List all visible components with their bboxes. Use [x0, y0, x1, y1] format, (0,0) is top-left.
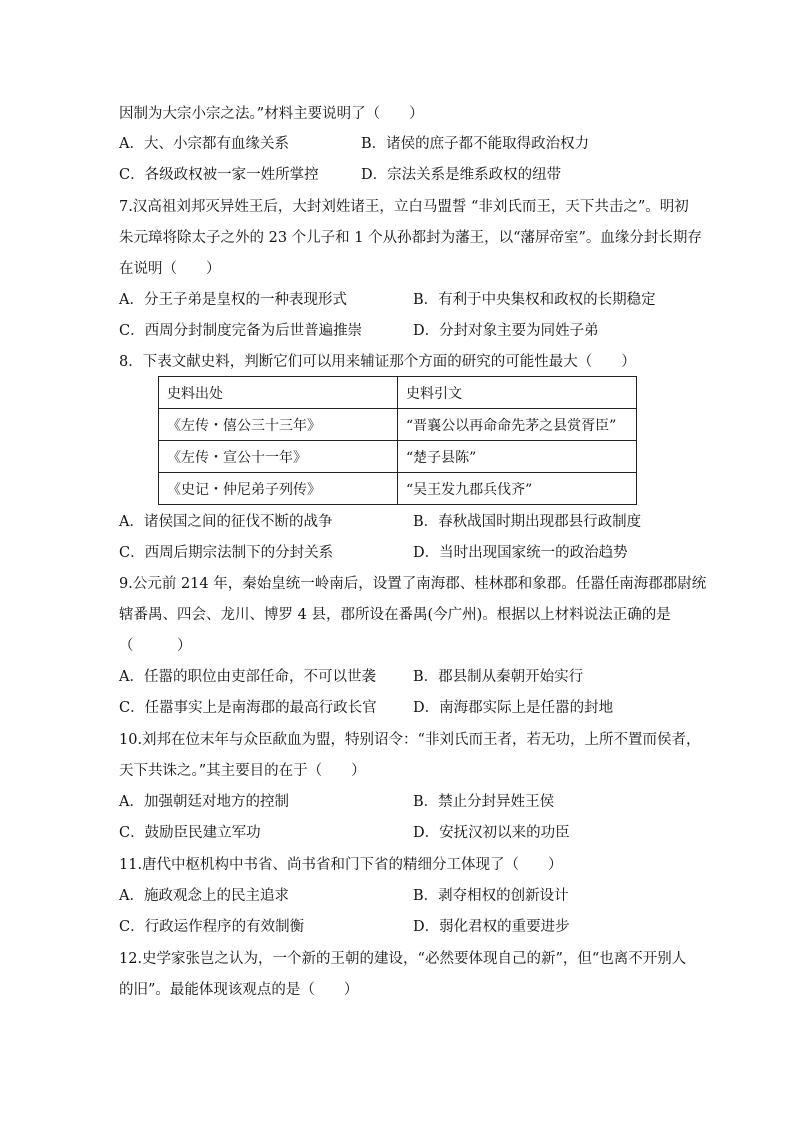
q11-option-a[interactable]: A．施政观念上的民主追求	[119, 888, 289, 904]
q11-option-c[interactable]: C．行政运作程序的有效制衡	[119, 919, 305, 935]
q7-option-d[interactable]: D．分封对象主要为同姓子弟	[413, 323, 599, 339]
q9-options-row-2	[119, 698, 679, 718]
q12-stem-line-2: 的旧”。最能体现该观点的是（ ）	[119, 982, 359, 998]
q9-option-c[interactable]: C．任嚣事实上是南海郡的最高行政长官	[119, 700, 377, 716]
table-cell-source: 《左传・宣公十一年》	[159, 441, 398, 473]
q9-options-row-1	[119, 667, 679, 687]
q8-source-table	[158, 376, 637, 505]
q9-stem-line-2: 辖番禺、四会、龙川、博罗 4 县，郡所设在番禺(今广州)。根据以上材料说法正确的是	[119, 607, 671, 623]
table-header-row	[159, 377, 637, 409]
q10-option-b[interactable]: B．禁止分封异姓王侯	[413, 794, 555, 810]
q7-stem-line-1: 7.汉高祖刘邦灭异姓王后，大封刘姓诸王，立白马盟誓 “非刘氏而王，天下共击之”。明初	[119, 199, 689, 215]
q7-options-row-2	[119, 321, 679, 341]
q6-option-a[interactable]: A．大、小宗都有血缘关系	[119, 136, 289, 152]
q10-options-row-2	[119, 823, 679, 843]
q9-option-b[interactable]: B．郡县制从秦朝开始实行	[413, 669, 584, 685]
q7-options-row-1	[119, 290, 679, 310]
q8-stem: 8．下表文献史料，判断它们可以用来辅证那个方面的研究的可能性最大（ ）	[119, 354, 636, 370]
table-cell-quote: “楚子县陈”	[398, 441, 637, 473]
table-header-quote: 史料引文	[398, 377, 637, 409]
q11-stem: 11.唐代中枢机构中书省、尚书省和门下省的精细分工体现了（ ）	[119, 857, 563, 873]
q9-stem-line-3: （ ）	[119, 638, 192, 654]
table-cell-quote: “晋襄公以再命命先茅之县赏胥臣”	[398, 409, 637, 441]
q8-options-row-1	[119, 512, 679, 532]
table-row	[159, 473, 637, 505]
q9-option-a[interactable]: A．任嚣的职位由吏部任命，不可以世袭	[119, 669, 376, 685]
q6-option-b[interactable]: B．诸侯的庶子都不能取得政治权力	[361, 136, 590, 152]
q10-option-a[interactable]: A．加强朝廷对地方的控制	[119, 794, 289, 810]
q8-option-c[interactable]: C．西周后期宗法制下的分封关系	[119, 545, 334, 561]
table-row	[159, 441, 637, 473]
q10-option-d[interactable]: D．安抚汉初以来的功臣	[413, 825, 570, 841]
q10-option-c[interactable]: C．鼓励臣民建立军功	[119, 825, 261, 841]
q8-option-d[interactable]: D．当时出现国家统一的政治趋势	[413, 545, 628, 561]
q12-stem-line-1: 12.史学家张岂之认为，一个新的王朝的建设，“必然要体现自己的新”，但“也离不开别人	[119, 951, 687, 967]
q7-option-a[interactable]: A．分王子弟是皇权的一种表现形式	[119, 292, 347, 308]
table-cell-quote: “吴王发九郡兵伐齐”	[398, 473, 637, 505]
q8-option-a[interactable]: A．诸侯国之间的征伐不断的战争	[119, 514, 333, 530]
table-cell-source: 《史记・仲尼弟子列传》	[159, 473, 398, 505]
q11-option-b[interactable]: B．剥夺相权的创新设计	[413, 888, 569, 904]
q8-options-row-2	[119, 543, 679, 563]
q11-option-d[interactable]: D．弱化君权的重要进步	[413, 919, 570, 935]
q10-stem-line-2: 天下共诛之。”其主要目的在于（ ）	[119, 763, 366, 779]
q11-options-row-2	[119, 917, 679, 937]
table-cell-source: 《左传・僖公三十三年》	[159, 409, 398, 441]
q9-option-d[interactable]: D．南海郡实际上是任嚣的封地	[413, 700, 614, 716]
q7-option-b[interactable]: B．有利于中央集权和政权的长期稳定	[413, 292, 656, 308]
q10-stem-line-1: 10.刘邦在位末年与众臣歃血为盟，特别诏令：“非刘氏而王者，若无功，上所不置而侯者，	[119, 732, 701, 748]
q6-options-row-1	[119, 134, 679, 154]
q8-option-b[interactable]: B．春秋战国时期出现郡县行政制度	[413, 514, 642, 530]
table-header-source: 史料出处	[159, 377, 398, 409]
q9-stem-line-1: 9.公元前 214 年，秦始皇统一岭南后，设置了南海郡、桂林郡和象郡。任嚣任南海郡郡尉统	[119, 576, 707, 592]
table-row	[159, 409, 637, 441]
q7-stem-line-2: 朱元璋将除太子之外的 23 个儿子和 1 个从孙都封为藩王，以“藩屏帝室”。血缘分封长期存	[119, 230, 702, 246]
q11-options-row-1	[119, 886, 679, 906]
q10-options-row-1	[119, 792, 679, 812]
q6-options-row-2	[119, 165, 679, 185]
q6-option-c[interactable]: C．各级政权被一家一姓所掌控	[119, 167, 319, 183]
q7-option-c[interactable]: C．西周分封制度完备为后世普遍推崇	[119, 323, 363, 339]
q6-option-d[interactable]: D．宗法关系是维系政权的纽带	[361, 167, 562, 183]
q6-stem-tail: 因制为大宗小宗之法。”材料主要说明了（ ）	[119, 106, 424, 122]
q7-stem-line-3: 在说明（ ）	[119, 261, 221, 277]
